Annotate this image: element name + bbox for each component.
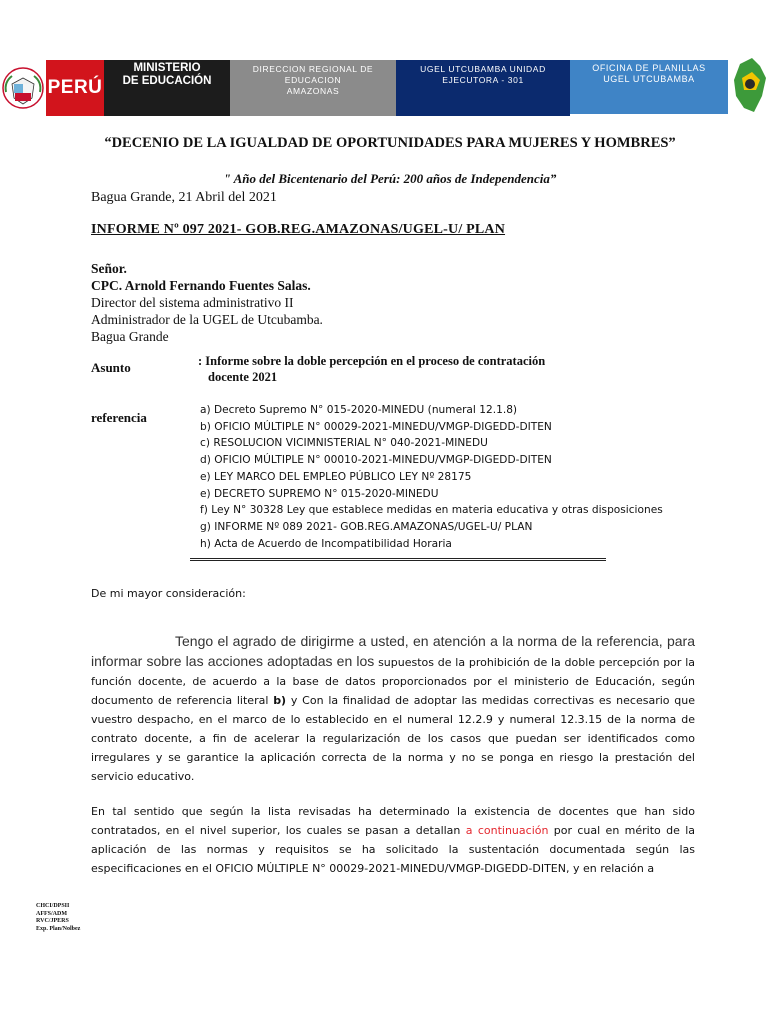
- peru-national-seal-icon: [0, 62, 46, 114]
- addressee-block: [91, 260, 323, 345]
- drea-line3: AMAZONAS: [286, 86, 340, 96]
- addressee-name: CPC. Arnold Fernando Fuentes Salas.: [91, 278, 311, 293]
- referencia-label: referencia: [91, 410, 147, 425]
- decade-slogan: “DECENIO DE LA IGUALDAD DE OPORTUNIDADES PARA MUJERES Y HOMBRES”: [104, 135, 676, 151]
- addressee-role1: Director del sistema administrativo II: [91, 295, 294, 310]
- referencia-item: d) OFICIO MÚLTIPLE N° 00010-2021-MINEDU/VMGP-DIGEDD-DITEN: [200, 454, 552, 467]
- peru-label: PERÚ: [47, 77, 103, 98]
- asunto-line2: docente 2021: [208, 370, 278, 384]
- oficina-box: [570, 60, 728, 114]
- footer-code: CHCI/DPSII: [36, 903, 70, 909]
- referencia-item: e) DECRETO SUPREMO N° 015-2020-MINEDU: [200, 487, 439, 500]
- p1-rest: supuestos de la prohibición de la doble percepción por la función docente, de acuerdo a la base de datos proporcionados por el ministerio de Educación, según documento de referencia literal: [91, 656, 695, 707]
- oficina-line1: OFICINA DE PLANILLAS: [592, 63, 706, 73]
- body-paragraph-1: [91, 632, 695, 786]
- drea-line1: DIRECCION REGIONAL DE: [252, 64, 374, 74]
- p2-start: En tal sentido que según la lista revisadas ha determinado la existencia de docentes que han sido contratados, en el nivel superior, los cuales se pasan a detallan: [91, 805, 695, 837]
- footer-code: AFFS/ADM: [36, 910, 67, 917]
- footer-code: Exp. Plan/Nolbez: [36, 925, 81, 932]
- oficina-line2: UGEL UTCUBAMBA: [603, 74, 695, 84]
- referencia-item: h) Acta de Acuerdo de Incompatibilidad Horaria: [200, 537, 452, 550]
- ugel-box: [396, 60, 570, 116]
- referencia-item: b) OFICIO MÚLTIPLE N° 00029-2021-MINEDU/VMGP-DIGEDD-DITEN: [200, 420, 552, 433]
- asunto-line1: : Informe sobre la doble percepción en el proceso de contratación: [198, 354, 546, 368]
- asunto-label: Asunto: [91, 360, 131, 375]
- ugel-line2: EJECUTORA - 301: [442, 75, 524, 85]
- greeting: De mi mayor consideración:: [91, 587, 246, 600]
- referencia-item: e) LEY MARCO DEL EMPLEO PÚBLICO LEY Nº 28175: [200, 470, 472, 483]
- p1-end: y Con la finalidad de adoptar las medidas correctivas es necesario que vuestro despacho, en el marco de lo establecido en el numeral 12.2.9 y numeral 12.3.15 de la norma de contrato docente, a fin de acelerar la regularización de los casos que puedan ser identificados como irregulares y se garantice la aplicación correcta de la norma y no se ponga en riesgo la prestación del servicio educativo.: [91, 694, 696, 783]
- referencia-item: a) Decreto Supremo N° 015-2020-MINEDU (numeral 12.1.8): [200, 404, 518, 416]
- referencia-item: g) INFORME Nº 089 2021- GOB.REG.AMAZONAS/UGEL-U/ PLAN: [200, 520, 533, 533]
- referencia-item: c) RESOLUCION VICIMNISTERIAL N° 040-2021-MINEDU: [200, 437, 488, 450]
- informe-title: INFORME Nº 097 2021- GOB.REG.AMAZONAS/UGEL-U/ PLAN: [91, 222, 506, 237]
- footer-code: RVC/JPERS: [36, 918, 69, 924]
- minedu-line2: DE EDUCACIÓN: [122, 75, 212, 87]
- asunto-text: [198, 353, 618, 385]
- year-slogan: " Año del Bicentenario del Perú: 200 años de Independencia”: [223, 171, 557, 186]
- ugel-line1: UGEL UTCUBAMBA UNIDAD: [420, 64, 546, 74]
- p1-lead: Tengo el agrado de dirigirme a usted, en atención a la norma de la referencia, para informar sobre las acciones adoptadas en los: [91, 633, 695, 669]
- date-line: Bagua Grande, 21 Abril del 2021: [91, 190, 277, 205]
- referencia-item: f) Ley N° 30328 Ley que establece medidas en materia educativa y otras disposiciones: [200, 504, 663, 517]
- amazonas-region-logo-icon: [730, 56, 768, 116]
- drea-box: [230, 60, 396, 116]
- salutation: Señor.: [91, 261, 127, 276]
- body-paragraph-2: [91, 802, 695, 878]
- drea-line2: EDUCACION: [284, 75, 342, 85]
- peru-brand-box: [46, 60, 104, 116]
- separator-line: [190, 558, 606, 561]
- minedu-box: [104, 60, 230, 116]
- referencia-list: [200, 402, 663, 552]
- p2-end: por cual en mérito de la aplicación de las normas y requisitos se ha solicitado la sustentación documentada según las especificaciones en el OFICIO MÚLTIPLE N° 00029-2021-MINEDU/VMGP-DIGEDD-DITEN, y en relación a: [91, 824, 695, 875]
- addressee-city: Bagua Grande: [91, 329, 169, 344]
- footer-codes: [36, 903, 80, 933]
- p2-highlight: a continuación: [465, 824, 549, 837]
- addressee-role2: Administrador de la UGEL de Utcubamba.: [91, 312, 323, 327]
- p1-ref-b: b): [273, 694, 287, 707]
- minedu-line1: MINISTERIO: [133, 62, 201, 74]
